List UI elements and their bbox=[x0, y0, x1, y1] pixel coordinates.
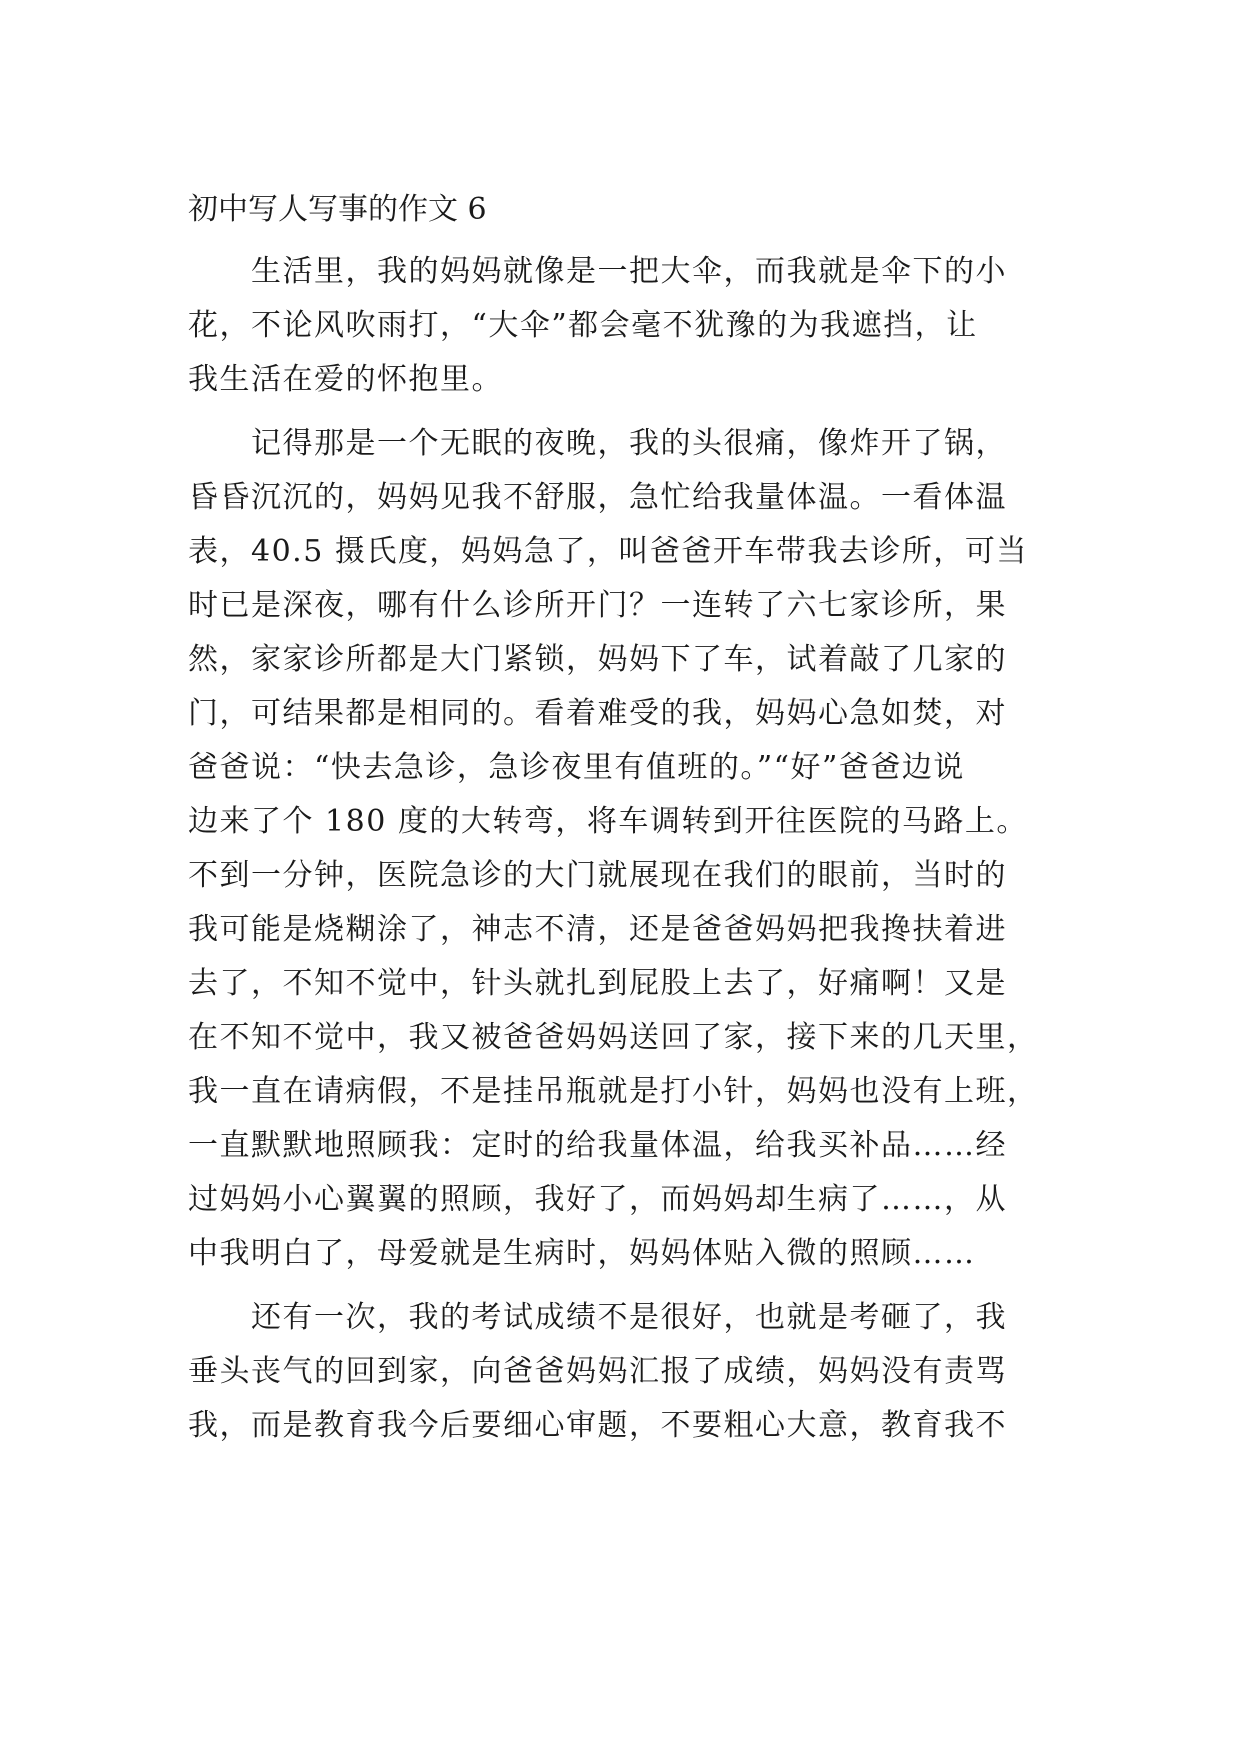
text-line: 垂头丧气的回到家，向爸爸妈妈汇报了成绩，妈妈没有责骂 bbox=[188, 1354, 1007, 1389]
text-line: 不到一分钟，医院急诊的大门就展现在我们的眼前，当时的 bbox=[188, 858, 1007, 893]
text-line: 昏昏沉沉的，妈妈见我不舒服，急忙给我量体温。一看体温 bbox=[188, 480, 1007, 515]
document-title: 初中写人写事的作文 6 bbox=[188, 192, 487, 227]
text-line: 去了，不知不觉中，针头就扎到屁股上去了，好痛啊！又是 bbox=[188, 966, 1007, 1001]
text-line: 记得那是一个无眠的夜晚，我的头很痛，像炸开了锅， bbox=[188, 426, 1007, 461]
text-line: 生活里，我的妈妈就像是一把大伞，而我就是伞下的小 bbox=[188, 254, 1007, 289]
text-line: 爸爸说：“快去急诊，急诊夜里有值班的。”“好”爸爸边说 bbox=[188, 750, 965, 785]
text-line: 在不知不觉中，我又被爸爸妈妈送回了家，接下来的几天里， bbox=[188, 1020, 1039, 1055]
text-line: 我生活在爱的怀抱里。 bbox=[188, 362, 503, 397]
text-line: 中我明白了，母爱就是生病时，妈妈体贴入微的照顾…… bbox=[188, 1236, 976, 1271]
text-line: 时已是深夜，哪有什么诊所开门？一连转了六七家诊所，果 bbox=[188, 588, 1007, 623]
text-line: 门，可结果都是相同的。看着难受的我，妈妈心急如焚，对 bbox=[188, 696, 1007, 731]
text-line: 花，不论风吹雨打，“大伞”都会毫不犹豫的为我遮挡，让 bbox=[188, 308, 978, 343]
text-line: 过妈妈小心翼翼的照顾，我好了，而妈妈却生病了……，从 bbox=[188, 1182, 1007, 1217]
text-line: 我可能是烧糊涂了，神志不清，还是爸爸妈妈把我搀扶着进 bbox=[188, 912, 1007, 947]
text-line: 我，而是教育我今后要细心审题，不要粗心大意，教育我不 bbox=[188, 1408, 1007, 1443]
text-line: 一直默默地照顾我：定时的给我量体温，给我买补品……经 bbox=[188, 1128, 1007, 1163]
text-line: 还有一次，我的考试成绩不是很好，也就是考砸了，我 bbox=[188, 1300, 1007, 1335]
text-line: 然，家家诊所都是大门紧锁，妈妈下了车，试着敲了几家的 bbox=[188, 642, 1007, 677]
text-line: 表，40.5 摄氏度，妈妈急了，叫爸爸开车带我去诊所，可当 bbox=[188, 534, 1028, 569]
text-line: 我一直在请病假，不是挂吊瓶就是打小针，妈妈也没有上班， bbox=[188, 1074, 1039, 1109]
text-line: 边来了个 180 度的大转弯，将车调转到开往医院的马路上。 bbox=[188, 804, 1028, 839]
